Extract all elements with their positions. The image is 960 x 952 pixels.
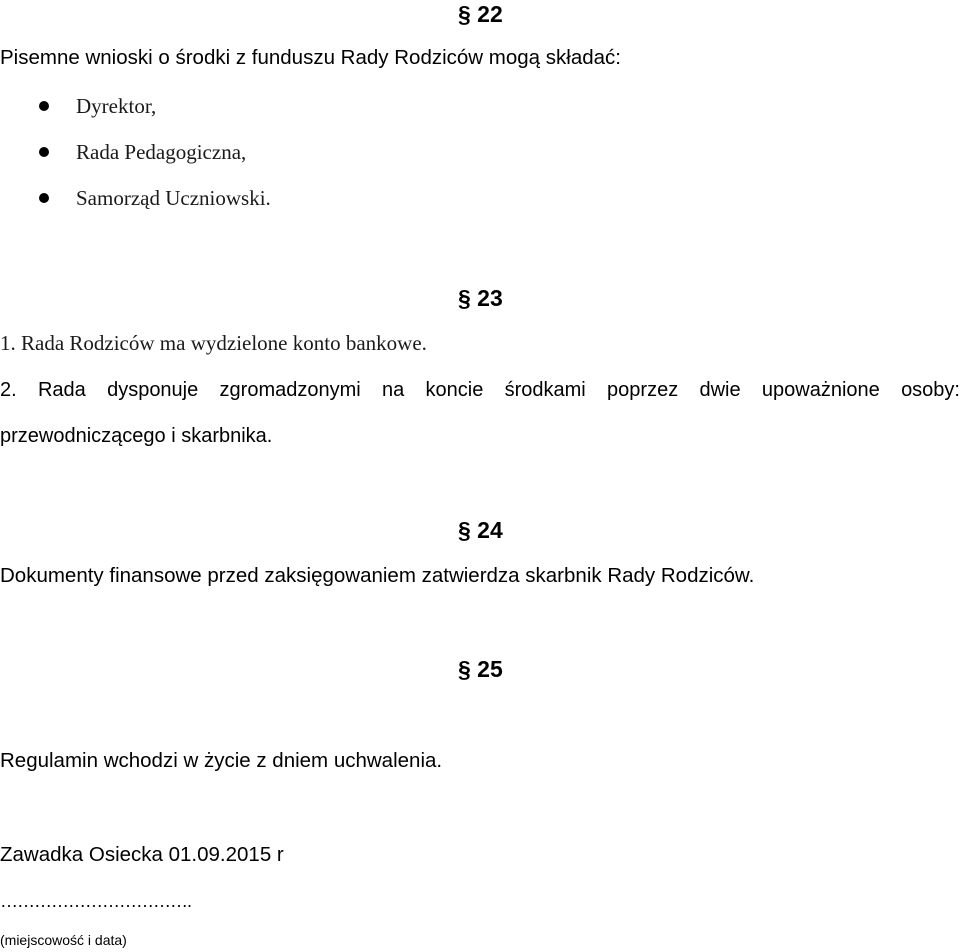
section-22-intro: Pisemne wnioski o środki z funduszu Rady Rodziców mogą składać:	[0, 46, 621, 69]
bullet-icon	[39, 101, 49, 111]
signature-caption: (miejscowość i data)	[0, 932, 127, 948]
section-23-item-1: 1. Rada Rodziców ma wydzielone konto bankowe.	[0, 331, 427, 355]
list-item	[0, 139, 271, 185]
bullet-icon	[39, 193, 49, 203]
bullet-icon	[39, 147, 49, 157]
section-24-body: Dokumenty finansowe przed zaksięgowaniem zatwierdza skarbnik Rady Rodziców.	[0, 564, 755, 587]
recipients-list	[0, 93, 271, 231]
section-25-body: Regulamin wchodzi w życie z dniem uchwalenia.	[0, 749, 443, 772]
section-23-item-2-line-1: 2. Rada dysponuje zgromadzonymi na koncie środkami poprzez dwie upoważnione osoby:	[0, 379, 960, 401]
list-item	[0, 185, 271, 231]
list-item-label: Dyrektor,	[76, 94, 157, 118]
list-item-label: Samorząd Uczniowski.	[76, 186, 271, 210]
place-date: Zawadka Osiecka 01.09.2015 r	[0, 843, 284, 866]
section-heading-25: § 25	[458, 656, 503, 682]
list-item-label: Rada Pedagogiczna,	[76, 140, 247, 164]
section-heading-24: § 24	[458, 517, 503, 543]
signature-line: …………………………….	[0, 891, 192, 911]
section-heading-22: § 22	[458, 1, 503, 27]
list-item	[0, 93, 271, 139]
section-heading-23: § 23	[458, 285, 503, 311]
section-23-item-2-line-2: przewodniczącego i skarbnika.	[0, 425, 273, 447]
